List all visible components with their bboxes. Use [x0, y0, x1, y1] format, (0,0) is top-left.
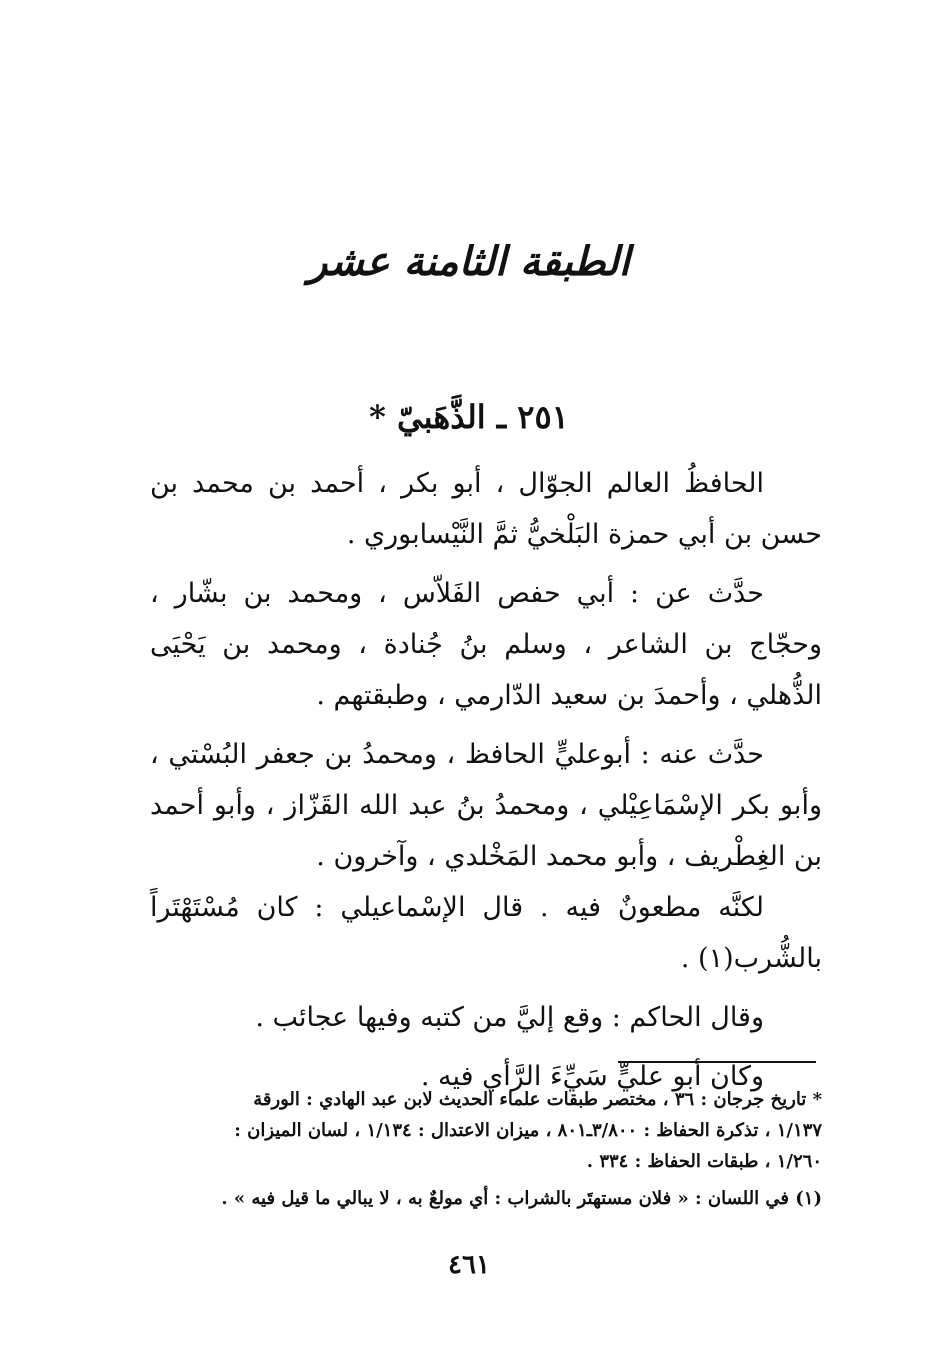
paragraph-students	[150, 729, 822, 882]
text-line: الإسْمَاعِيْلي ، ومحمدُ بنُ عبد الله القَزّاز ، وأبو أحمد بن الغِطْريف ، وأبو	[150, 790, 822, 872]
entry-number: ٢٥١	[517, 398, 569, 436]
paragraph-hakim-quote	[150, 992, 822, 1043]
text-line: وكان أبو عليٍّ سَيِّءَ الرَّأي فيه .	[420, 1061, 764, 1092]
text-line: حدَّث عن : أبي حفص الفَلاّس ، ومحمد بن بشّار ، وحجّاج بن	[150, 578, 822, 660]
text-line: حمزة البَلْخيُّ ثمَّ النَّيْسابوري .	[346, 519, 670, 550]
paragraph-teachers	[150, 568, 822, 721]
footnotes	[150, 1084, 822, 1214]
text-line: حدَّث عنه : أبوعليٍّ الحافظ ، ومحمدُ بن جعفر البُسْتي ، وأبو بكر	[150, 739, 822, 821]
text-line: وقال الحاكم : وقع إليَّ من كتبه وفيها عجائب .	[255, 1002, 764, 1033]
entry-footnote-marker: *	[369, 398, 386, 436]
paragraph-criticism	[150, 882, 822, 984]
page-number: ٤٦١	[448, 1250, 490, 1280]
paragraph-lineage	[150, 458, 822, 560]
text-line: محمد المَخْلدي ، وآخرون .	[316, 841, 608, 872]
text-line: لكنَّه مطعونٌ فيه . قال الإسْماعيلي : كان مُسْتَهْتَراً بالشُّرب(١) .	[150, 892, 822, 974]
entry-name: الذَّهَبيّ	[397, 398, 486, 436]
text-line: الحافظُ العالم الجوّال ، أبو بكر ، أحمد بن محمد بن حسن بن أبي	[150, 468, 822, 550]
footnote-separator	[618, 1061, 816, 1063]
footnote-sources-line: * تاريخ جرجان : ٣٦ ، مختصر طبقات علماء الحديث لابن عبد الهادي : الورقة	[253, 1089, 822, 1110]
footnote-sources-line: ١/١٣٧ ، تذكرة الحفاظ : ٣/٨٠٠ـ٨٠١ ، ميزان الاعتدال : ١/١٣٤ ، لسان الميزان :	[234, 1120, 822, 1141]
footnote-sources-line: ١/٢٦٠ ، طبقات الحفاظ : ٣٣٤ .	[586, 1151, 822, 1172]
entry-dash: ـ	[496, 398, 507, 436]
entry-heading	[0, 398, 938, 436]
text-line: الشاعر ، وسلم بنُ جُنادة ، ومحمد بن يَحْيَى الذُّهلي ، وأحمدَ بن سعيد	[150, 629, 822, 711]
text-line: الدّارمي ، وطبقتهم .	[316, 680, 542, 711]
footnote-1: (١) في اللسان : « فلان مستهتَر بالشراب : أي مولعٌ به ، لا يبالي ما قيل فيه » .	[221, 1188, 822, 1209]
biography-body	[150, 458, 822, 1102]
chapter-title: الطبقة الثامنة عشر	[308, 238, 630, 285]
